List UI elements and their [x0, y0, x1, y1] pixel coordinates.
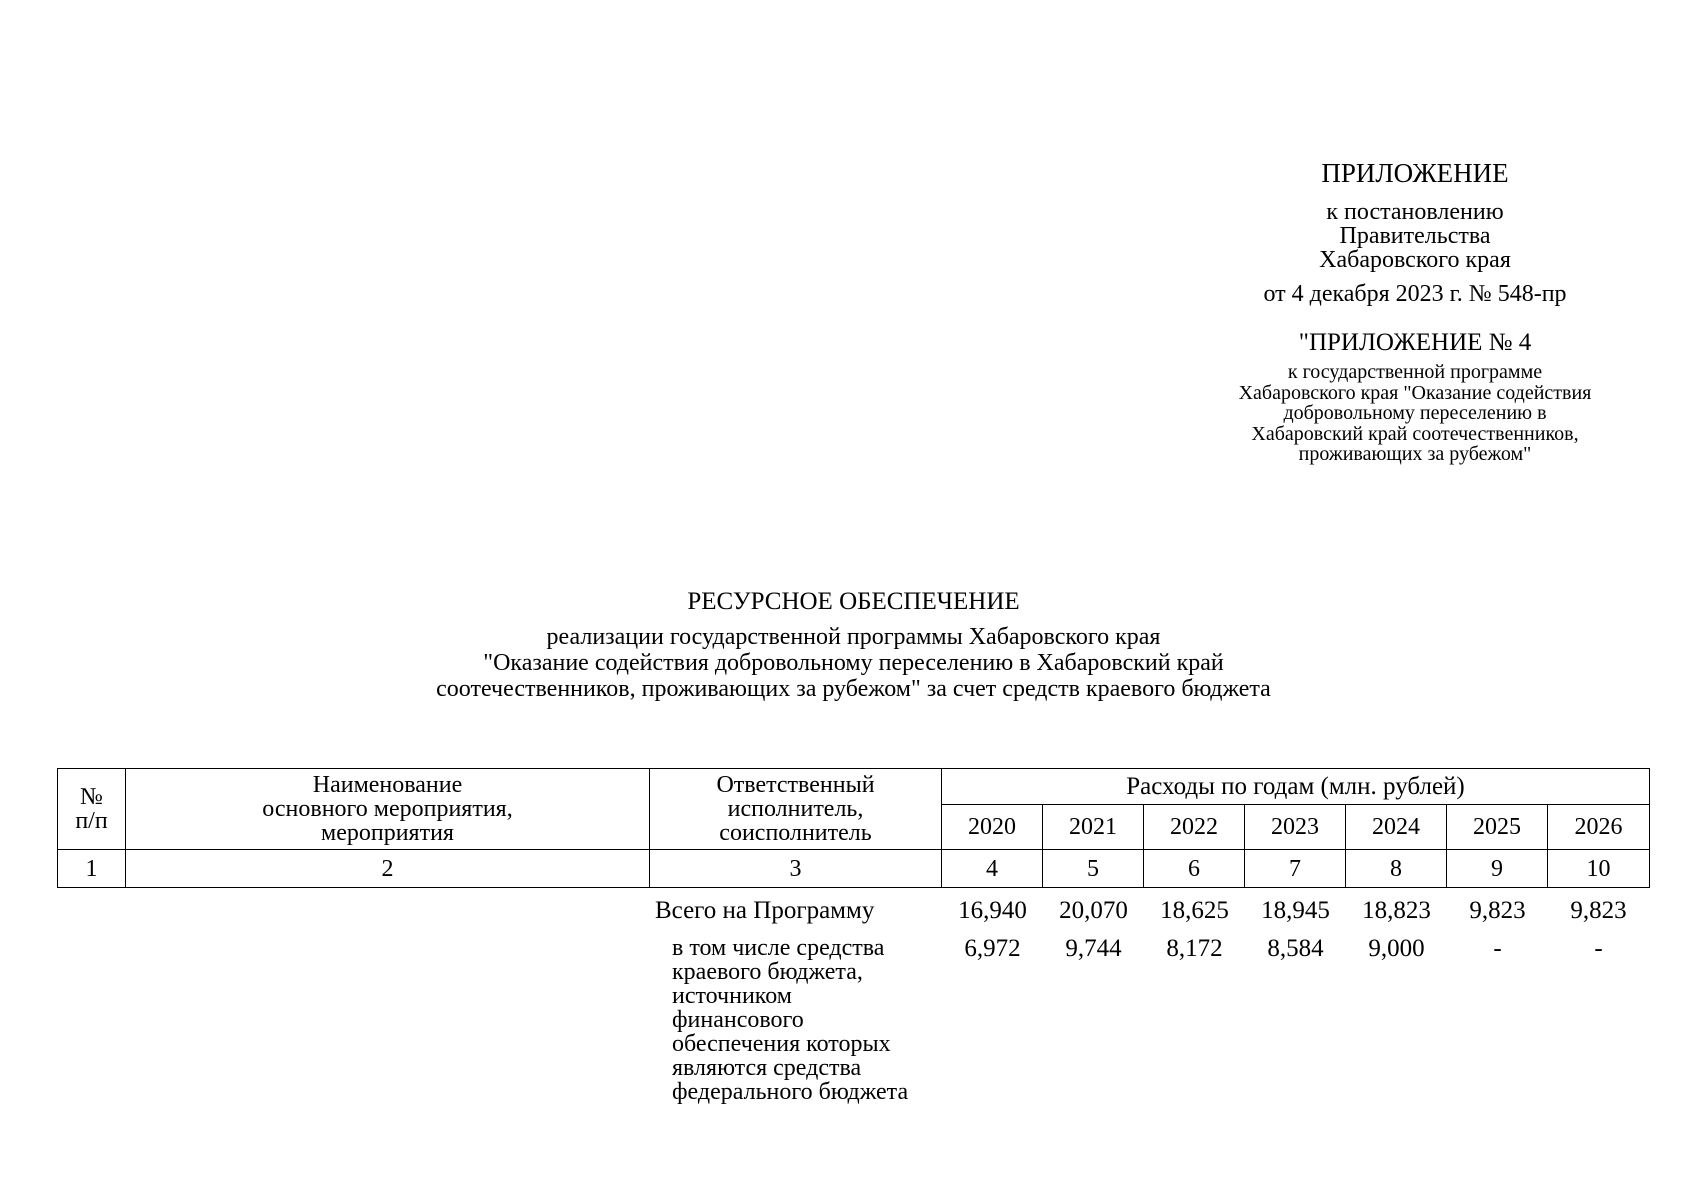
program-appendix-line: добровольному переселению в: [1283, 402, 1547, 424]
header-executor-line: исполнитель,: [727, 796, 864, 822]
cell-value: -: [1493, 935, 1502, 962]
column-number: 9: [1447, 850, 1548, 888]
header-year: 2020: [942, 805, 1043, 850]
column-number: 10: [1548, 850, 1650, 888]
header-activity-name: [126, 769, 650, 850]
cell-value: 8,172: [1166, 935, 1223, 962]
row-label: [655, 936, 942, 1104]
cell-value: 9,744: [1065, 935, 1122, 962]
program-appendix-line: к государственной программе: [1287, 361, 1543, 383]
program-appendix-reference: [1175, 362, 1655, 465]
row-label-line: являются средства: [672, 1055, 862, 1081]
header-activity-name-line: основного мероприятия,: [262, 796, 513, 822]
table-row: [655, 936, 1649, 1104]
row-label: Всего на Программу: [655, 897, 875, 924]
header-expenses: Расходы по годам (млн. рублей): [942, 769, 1650, 805]
cell-value: 8,584: [1267, 935, 1324, 962]
cell-value: 9,823: [1570, 897, 1627, 924]
appendix-heading: ПРИЛОЖЕНИЕ: [1321, 158, 1509, 188]
document-subtitle: [250, 624, 1457, 702]
header-year: 2025: [1447, 805, 1548, 850]
header-number-line: п/п: [75, 808, 108, 834]
resources-table-body: [655, 898, 1649, 1104]
appendix-reference-line: Правительства: [1339, 223, 1491, 249]
row-label-line: финансового: [672, 1007, 804, 1033]
header-executor-line: соисполнитель: [719, 820, 872, 846]
cell-value: 18,945: [1261, 897, 1330, 924]
header-number-line: №: [80, 784, 103, 810]
program-appendix-line: проживающих за рубежом": [1298, 443, 1532, 465]
cell-value: 18,823: [1362, 897, 1431, 924]
appendix-reference-line: к постановлению: [1326, 199, 1504, 225]
column-number: 4: [942, 850, 1043, 888]
column-number: 2: [126, 850, 650, 888]
cell-value: 18,625: [1160, 897, 1229, 924]
header-year: 2024: [1346, 805, 1447, 850]
column-number: 7: [1245, 850, 1346, 888]
cell-value: 16,940: [958, 897, 1027, 924]
row-label-line: обеспечения которых: [672, 1031, 891, 1057]
cell-value: 9,000: [1368, 935, 1425, 962]
header-year: 2023: [1245, 805, 1346, 850]
document-subtitle-line: "Оказание содействия добровольному переселению в Хабаровский край: [483, 650, 1224, 676]
row-label-line: в том числе средства: [672, 935, 885, 961]
column-number: 8: [1346, 850, 1447, 888]
cell-value: 6,972: [964, 935, 1021, 962]
header-number: [58, 769, 126, 850]
program-appendix-line: Хабаровский край соотечественников,: [1251, 422, 1579, 445]
appendix-date: от 4 декабря 2023 г. № 548-пр: [1263, 281, 1567, 307]
cell-value: 9,823: [1469, 897, 1526, 924]
document-title: РЕСУРСНОЕ ОБЕСПЕЧЕНИЕ: [687, 588, 1020, 615]
cell-value: 20,070: [1059, 897, 1128, 924]
header-year: 2021: [1043, 805, 1144, 850]
row-label-line: источником: [672, 983, 792, 1009]
header-activity-name-line: мероприятия: [321, 820, 454, 846]
column-number: 1: [58, 850, 126, 888]
document-subtitle-line: реализации государственной программы Хабаровского края: [546, 624, 1161, 650]
document-subtitle-line: соотечественников, проживающих за рубежом" за счет средств краевого бюджета: [436, 676, 1271, 702]
cell-value: -: [1594, 935, 1603, 962]
header-year: 2026: [1548, 805, 1650, 850]
program-appendix-heading: "ПРИЛОЖЕНИЕ № 4: [1298, 329, 1532, 356]
header-year: 2022: [1144, 805, 1245, 850]
row-label-line: федерального бюджета: [672, 1079, 909, 1105]
program-appendix-line: Хабаровского края "Оказание содействия: [1238, 381, 1592, 404]
row-label-line: краевого бюджета,: [672, 959, 863, 985]
appendix-reference: [1175, 200, 1655, 272]
header-activity-name-line: Наименование: [312, 772, 463, 798]
header-executor-line: Ответственный: [716, 772, 875, 798]
column-number: 3: [650, 850, 942, 888]
table-row: [655, 898, 1649, 936]
column-number: 6: [1144, 850, 1245, 888]
header-executor: [650, 769, 942, 850]
appendix-reference-line: Хабаровского края: [1319, 247, 1511, 273]
column-number: 5: [1043, 850, 1144, 888]
resources-table-header: [57, 768, 1650, 888]
